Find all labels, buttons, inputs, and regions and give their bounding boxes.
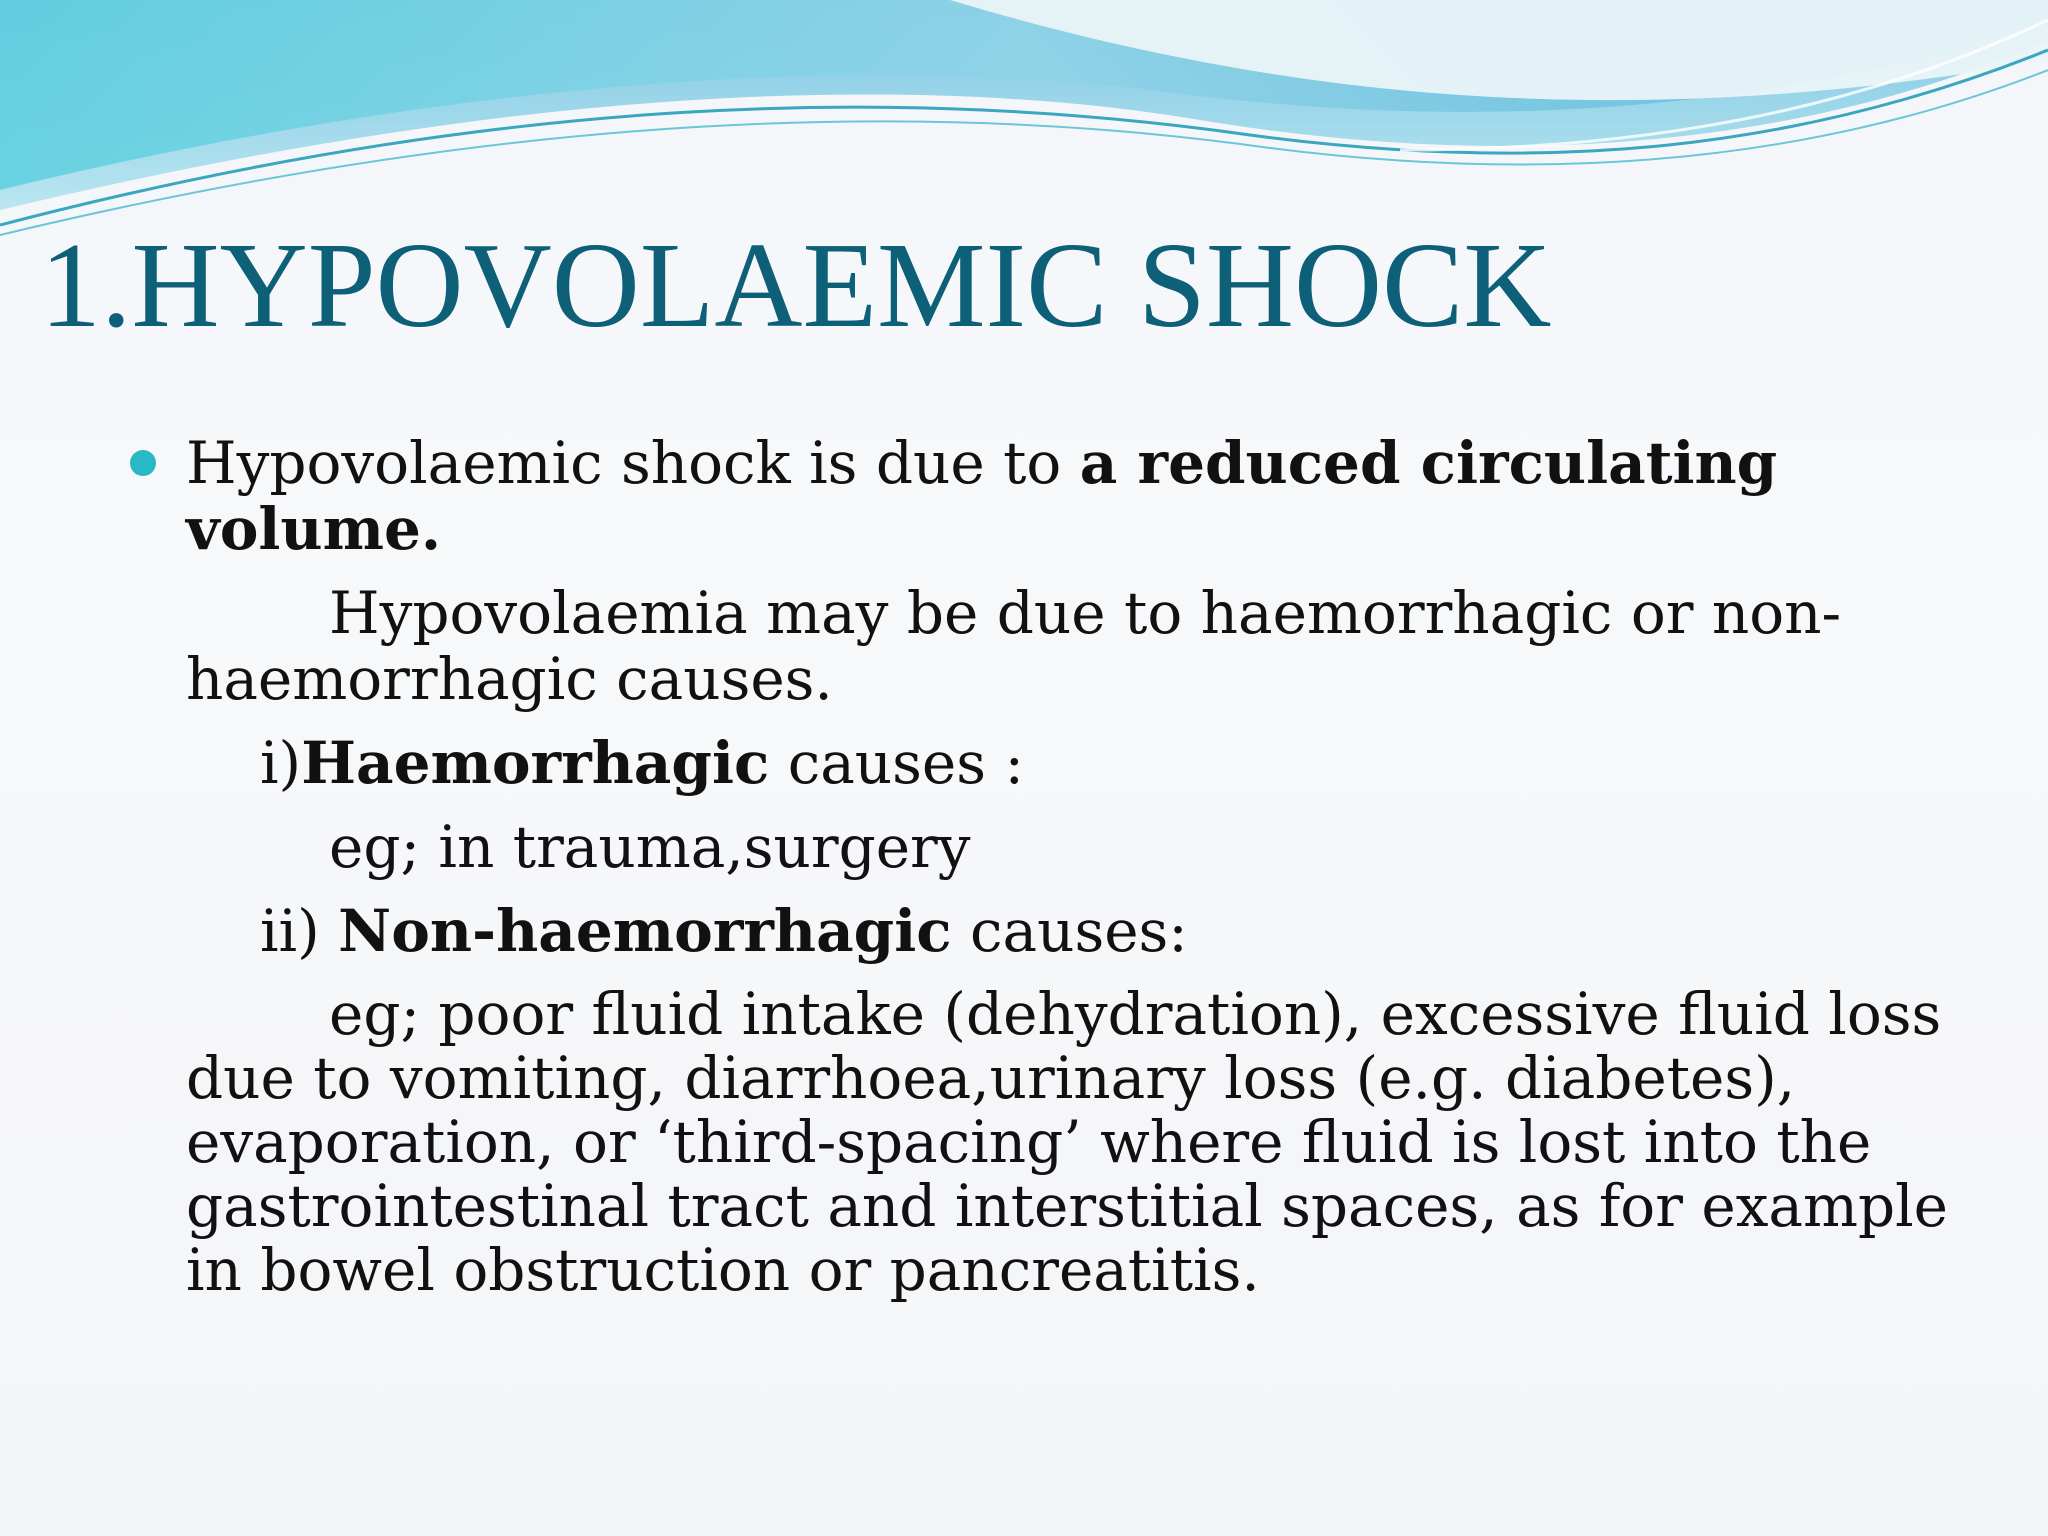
haemorrhagic-bold: Haemorrhagic (301, 729, 770, 797)
sub-content (130, 580, 1960, 1302)
bullet-item (130, 430, 1960, 562)
haemorrhagic-example: eg; in trauma,surgery (329, 813, 971, 881)
non-haemorrhagic-prefix: ii) (260, 897, 339, 965)
haemorrhagic-heading (186, 730, 1960, 796)
slide-body (130, 430, 1960, 1302)
bullet-text-plain: Hypovolaemic shock is due to (186, 429, 1080, 497)
slide-title: 1.HYPOVOLAEMIC SHOCK (40, 218, 1552, 353)
non-haemorrhagic-heading (186, 898, 1960, 964)
hypovolaemia-paragraph: Hypovolaemia may be due to haemorrhagic or non-haemorrhagic causes. (186, 579, 1842, 713)
haemorrhagic-suffix: causes : (769, 729, 1024, 797)
bullet-dot-icon (130, 450, 156, 476)
bullet-text-bold: a reduced circulating volume. (186, 429, 1778, 563)
haemorrhagic-prefix: i) (260, 729, 302, 797)
bullet-text (186, 430, 1960, 562)
non-haemorrhagic-suffix: causes: (951, 897, 1188, 965)
non-haemorrhagic-example: eg; poor fluid intake (dehydration), excessive fluid loss due to vomiting, diarrhoea,urinary loss (e.g. diabetes), evaporation, or ‘third-spacing’ where fluid is lost into the gastrointestinal tract and interstitial spaces, as for example in bowel obstruction or pancreatitis. (186, 980, 1949, 1304)
non-haemorrhagic-bold: Non-haemorrhagic (338, 897, 952, 965)
